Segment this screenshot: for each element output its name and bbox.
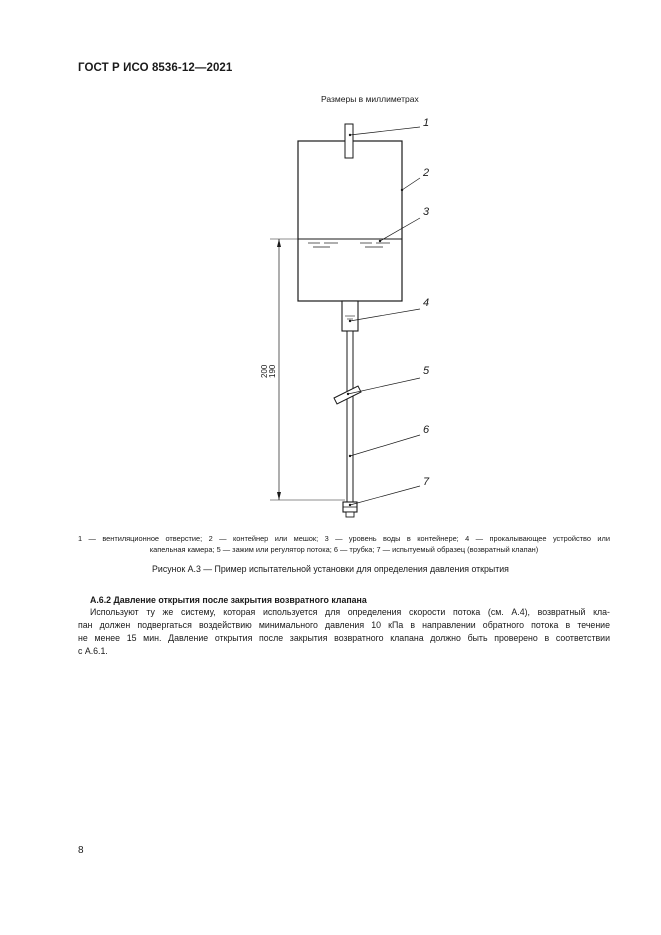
paragraph-line: с А.6.1. <box>78 646 108 656</box>
leader-4 <box>350 309 420 321</box>
leader-7 <box>350 486 420 505</box>
leader-3 <box>380 218 420 241</box>
figure-legend-line-1: 1 — вентиляционное отверстие; 2 — контейнер или мешок; 3 — уровень воды в контейнере; 4 — прокалывающее устройство или <box>78 534 610 543</box>
paragraph-line: пан должен подвергаться воздействию минимального давления 10 кПа в направлении обратного потока в течение <box>78 620 610 630</box>
callout-2: 2 <box>423 167 430 179</box>
paragraph-line: не менее 15 мин. Давление открытия после закрытия возвратного клапана должно быть проверено в соответствии <box>78 633 610 643</box>
leader-1 <box>350 127 420 135</box>
page-number: 8 <box>78 845 84 856</box>
figure-legend-line-2: капельная камера; 5 — зажим или регулятор потока; 6 — трубка; 7 — испытуемый образец (возвратный клапан) <box>149 545 539 554</box>
callout-6: 6 <box>423 424 430 436</box>
section-heading: А.6.2 Давление открытия после закрытия возвратного клапана <box>90 595 367 605</box>
dimension-190: 190 <box>268 364 277 378</box>
callout-1: 1 <box>423 117 430 129</box>
leader-6 <box>350 435 420 456</box>
container-bag <box>298 141 402 301</box>
callout-4: 4 <box>423 297 430 309</box>
vent-opening <box>345 124 353 158</box>
callout-3: 3 <box>423 206 430 218</box>
callout-7: 7 <box>423 476 430 488</box>
figure-caption: Рисунок А.3 — Пример испытательной установки для определения давления открытия <box>152 564 509 574</box>
dimensions-note: Размеры в миллиметрах <box>321 94 419 104</box>
paragraph-line: Используют ту же систему, которая используется для определения скорости потока (см. А.4), возвратный кла- <box>90 607 610 617</box>
dimension-200: 200 <box>260 364 269 378</box>
water-ripples <box>308 243 390 247</box>
tube <box>347 331 353 502</box>
callout-5: 5 <box>423 365 430 377</box>
leader-5 <box>348 378 420 394</box>
leader-2 <box>402 178 420 190</box>
document-header: ГОСТ Р ИСО 8536-12—2021 <box>78 62 233 74</box>
